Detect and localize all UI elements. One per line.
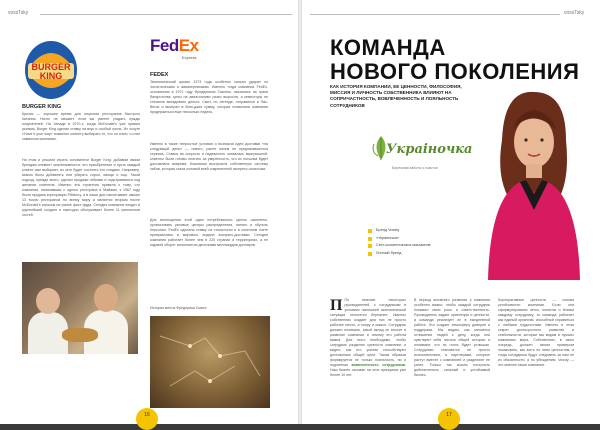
legend-item: Бренд Vossty <box>368 228 478 236</box>
fedex-text-2: Именно в такие непростые условия и возникла идея доставки «на следующий день» — нового, ранее никем не предлагавшегося сервиса. Ставка на скорость и надежность оказалась выигрышной: клиенты были готовы платить за уверенность, что их посылка будет доставлена вовремя. Компания выстроила собственную систему хабов, которая стала основой всей современной экспресс-логистики. <box>150 142 268 171</box>
bk-logo-line2: KING <box>39 71 63 81</box>
fedex-text-3: Для воплощения этой идеи потребовалось купить самолеты, организовать узловые центры распределения, нанять и обучить персонал. FedEx сделала ставку на технологии и в конечном счете превратилась в мирового лидера экспресс-доставки. Сегодня компания работает более чем в 220 странах и территориях, а ее годовой оборот исчисляется десятками миллиардов долларов. <box>150 218 268 247</box>
legend-item: Личный бренд <box>368 251 478 259</box>
bk-logo-line1: BURGER <box>31 62 71 72</box>
map-caption: История мечты Фредерика Смита <box>150 306 207 310</box>
header-rule-left <box>40 14 292 15</box>
left-page <box>0 0 298 424</box>
legend-marker-icon <box>368 229 372 233</box>
burger-king-text-1: Кризис — хорошее время для открытия ресторанов быстрого питания. Ничто не мешает, если вы умеете угадать нужды покупателей. На Западе в 1970-х, когда McDonald's уже правил рынком, Burger King сделал ставку на вкус и особый гриль. Их лозунг «Have it your way» позволил клиенту выбирать то, что он хочет, и стал символом компании. <box>22 112 140 141</box>
page-header-left: vossTsky <box>8 10 29 16</box>
fedex-logo-fed: Fed <box>150 36 179 55</box>
highlight-text: вовлеченность сотрудников. <box>351 363 406 367</box>
burger-king-text-2: На этом и решили играть основатели Burger King: добавим своим брендам элемент эксклюзивности: это приобретение и пусть каждый клиент сам выбирает, из чего будет состоять его сэндвич. Например, можно было добавлять или убирать соусы, овощи и сыр. Такой подход, прежде всего, сделал продажи гибкими и подстраивался под желания клиентов. Именно эта стратегия привела к тому, что компания, начинавшая с одного ресторана в Майами, к 1967 году была продана корпорации Pillsbury, а в наши дни насчитывает свыше 13 тысяч ресторанов по всему миру и является вторым после McDonald's игроком на рынке фаст-фуда. Сегодня компания входит в крупнейший холдинг и ежегодно обслуживает более 11 миллионов гостей. <box>22 158 140 217</box>
brand-logo-sub: Бережная забота о счастье <box>392 166 438 170</box>
article-column-3: Корпоративные ценности — основа устойчивости компании. Если они сформулированы четко, понятны и близки каждому сотруднику, то команда работает как единый организм, способный справиться с любыми трудностями. Именно в этом секрет долгосрочного развития и стабильности, которые мы видим в лучших компаниях мира. Собственник, в свою очередь, должен своим примером показывать, как жить по этим ценностям, и тогда сотрудники будут следовать за ним не из обязанности, а по убеждению. Vossty — это именно такая компания. <box>498 298 574 367</box>
fedex-logo-ex: Ex <box>178 36 199 55</box>
fedex-title: FEDEX <box>150 72 169 78</box>
brand-logo-text: Украiночка <box>386 142 473 157</box>
fedex-logo-sub: Express <box>182 55 197 60</box>
legend-marker-icon <box>368 237 372 241</box>
burger-king-logo <box>22 38 80 102</box>
burger-king-title: BURGER KING <box>22 104 62 110</box>
fedex-logo <box>150 36 199 56</box>
founders-photo <box>22 262 138 354</box>
page-number-left: 16 <box>136 408 158 430</box>
page-header-right: vossTsky <box>564 10 585 16</box>
article-subtitle: КАК ИСТОРИЯ КОМПАНИИ, ЕЕ ЦЕННОСТИ, ФИЛОСОФИЯ, МИССИЯ И ЛИЧНОСТЬ СОБСТВЕННИКА ВЛИЯЮТ НА СОПРИЧАСТНОСТЬ, ВОВЛЕЧЕННОСТЬ И ЛОЯЛЬНОСТЬ СОТРУДНИКОВ <box>330 84 462 108</box>
header-rule-right <box>310 14 560 15</box>
fedex-text-1: Экономический кризис 1973 года особенно сильно ударил по логистическим и авиаперевозкам. Именно тогда компания FedEx, основанная в 1971 году Фредериком Смитом, оказалась на грани банкротства: цены на авиатопливо резко выросли, а инвесторы не спешили вкладывать деньги. Смит, по легенде, отправился в Лас-Вегас и выиграл в блек-джек сумму, которая позволила компании продержаться еще несколько недель. <box>150 80 268 114</box>
legend-item: Сеть косметических магазинов <box>368 243 478 251</box>
article-column-1: П По мнению некоторых руководителей, к сотрудникам в условиях нынешней экономической ситуации относятся бережнее. Именно собственник создает для них не просто рабочее место, а опору и смысл. Сотрудник должен понимать, какой вклад он вносит в развитие компании и почему его работа важна. Для этого необходимо, чтобы сотрудник разделял ценности компании и видел, как его усилия способствуют достижению общей цели. Таким образом формируется не только лояльность, но и подлинная вовлеченность сотрудников. Наш бизнес основан на этих принципах уже более 10 лет. <box>330 297 406 377</box>
article-title-line1: КОМАНДА <box>330 35 446 60</box>
legend-marker-icon <box>368 244 372 248</box>
legend-marker-icon <box>368 252 372 256</box>
legend-item: «Украiночка» <box>368 236 478 244</box>
drop-cap: П <box>330 297 343 314</box>
page-number-right: 17 <box>438 408 460 430</box>
map-image <box>150 316 270 408</box>
article-title <box>330 36 579 84</box>
article-column-2: В период активного развития у компании особенно важно, чтобы каждый сотрудник понимал свою роль и ответственность. Руководитель задает ориентиры и ценности, а команда реализует их в ежедневной работе. Это создает атмосферу доверия и поддержки. Мы видим, как меняется отношение людей к делу, когда они чувствуют себя частью общей истории и понимают, что их голос будет услышан. Сотрудники становятся не просто исполнителями, а партнерами, которые растут вместе с компанией и разделяют ее успех. Только так можно построить действительно сильный и устойчивый бизнес. <box>414 298 490 377</box>
article-title-line2: НОВОГО ПОКОЛЕНИЯ <box>330 59 580 84</box>
portrait-photo <box>474 80 590 280</box>
legend-list <box>368 228 478 258</box>
